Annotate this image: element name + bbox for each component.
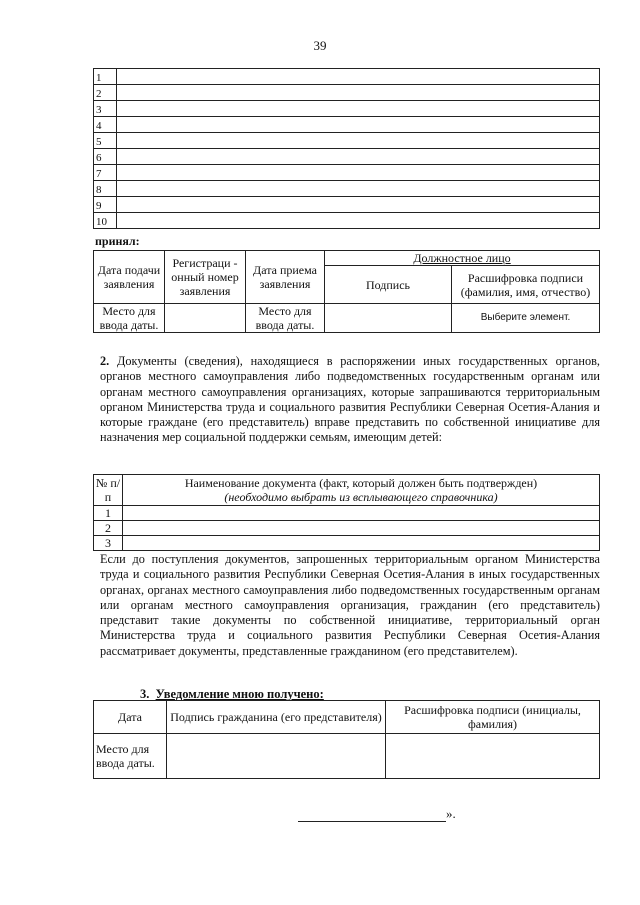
- docs-row: [94, 536, 600, 551]
- numbered-row: [94, 165, 600, 181]
- row-cell[interactable]: [117, 133, 600, 149]
- documents-table: [93, 474, 600, 551]
- numbered-row: [94, 181, 600, 197]
- numbered-row: [94, 213, 600, 229]
- notif-col-decode: Расшифровка подписи (инициалы, фамилия): [386, 701, 600, 734]
- numbered-row: [94, 133, 600, 149]
- row-cell[interactable]: [117, 197, 600, 213]
- numbered-row: [94, 101, 600, 117]
- row-number: 8: [94, 181, 117, 197]
- col-sign-header: Подпись: [325, 266, 452, 304]
- sign-cell[interactable]: [325, 304, 452, 333]
- accepted-label: принял:: [95, 234, 140, 248]
- docs-row-cell[interactable]: [123, 506, 600, 521]
- numbered-row: [94, 197, 600, 213]
- row-cell[interactable]: [117, 181, 600, 197]
- row-cell[interactable]: [117, 85, 600, 101]
- notification-table: [93, 700, 600, 779]
- notif-date-input[interactable]: Место для ввода даты.: [94, 734, 167, 779]
- notif-col-sign: Подпись гражданина (его представителя): [167, 701, 386, 734]
- row-cell[interactable]: [117, 69, 600, 85]
- docs-row: [94, 506, 600, 521]
- section-2-number: 2.: [100, 354, 110, 368]
- receipt-table: [93, 250, 600, 333]
- section-2: [100, 354, 600, 446]
- section-3-number: 3.: [140, 687, 150, 701]
- row-number: 1: [94, 69, 117, 85]
- row-cell[interactable]: [117, 149, 600, 165]
- row-number: 3: [94, 101, 117, 117]
- row-cell[interactable]: [117, 165, 600, 181]
- numbered-table: [93, 68, 600, 229]
- numbered-row: [94, 85, 600, 101]
- docs-row-number: 2: [94, 521, 123, 536]
- footer-underline: [298, 809, 446, 822]
- row-number: 2: [94, 85, 117, 101]
- official-select[interactable]: Выберите элемент.: [452, 304, 600, 333]
- col-recv-header: Дата приема заявления: [246, 251, 325, 304]
- docs-col-num: № п/п: [94, 475, 123, 506]
- row-number: 5: [94, 133, 117, 149]
- row-cell[interactable]: [117, 101, 600, 117]
- notif-col-date: Дата: [94, 701, 167, 734]
- col-official-header: Должностное лицо: [325, 251, 600, 266]
- docs-row-number: 1: [94, 506, 123, 521]
- col-reg-header: Регистраци - онный номер заявления: [165, 251, 246, 304]
- page-number: 39: [313, 38, 327, 53]
- footer-line: [298, 806, 456, 822]
- section-2-text: Документы (сведения), находящиеся в распоряжении иных государственных органов, органов местного самоуправления либо подведомственных государственным органам или органам местного самоуправления организациях, которые запрашиваются территориальным органом Министерства труда и социального развития Республики Северная Осетия-Алания и которые граждане (его представитель) вправе представить по собственной инициативе для назначения мер социальной поддержки семьям, имеющим детей:: [100, 354, 600, 445]
- section-if-text: Если до поступления документов, запрошенных территориальным органом Министерства труда и социального развития Республики Северная Осетия-Алания в иных государственных органах, органах местного самоуправления либо подведомственных государственным органам или органам местного самоуправления организация, гражданин (его представитель) представит такие документы по собственной инициативе, территориальный орган Министерства труда и социального развития Республики Северная Осетия-Алания рассматривает документы, представленные гражданином (его представителем).: [100, 552, 600, 658]
- docs-row-cell[interactable]: [123, 521, 600, 536]
- section-3-title: Уведомление мною получено:: [155, 687, 324, 701]
- docs-col-name: [123, 475, 600, 506]
- col-date-header: Дата подачи заявления: [94, 251, 165, 304]
- row-number: 9: [94, 197, 117, 213]
- row-number: 4: [94, 117, 117, 133]
- docs-row-number: 3: [94, 536, 123, 551]
- row-cell[interactable]: [117, 117, 600, 133]
- docs-col-name-note: (необходимо выбрать из всплывающего справочника): [224, 490, 498, 504]
- docs-row-cell[interactable]: [123, 536, 600, 551]
- row-cell[interactable]: [117, 213, 600, 229]
- row-number: 10: [94, 213, 117, 229]
- recv-date-input[interactable]: Место для ввода даты.: [246, 304, 325, 333]
- docs-col-name-title: Наименование документа (факт, который должен быть подтвержден): [184, 476, 538, 490]
- numbered-row: [94, 117, 600, 133]
- reg-number-cell[interactable]: [165, 304, 246, 333]
- date-input[interactable]: Место для ввода даты.: [94, 304, 165, 333]
- numbered-row: [94, 149, 600, 165]
- docs-row: [94, 521, 600, 536]
- numbered-row: [94, 69, 600, 85]
- footer-tail: ».: [446, 806, 456, 821]
- row-number: 7: [94, 165, 117, 181]
- notif-sign-cell[interactable]: [167, 734, 386, 779]
- notif-decode-cell[interactable]: [386, 734, 600, 779]
- col-decode-header: Расшифровка подписи (фамилия, имя, отчество): [452, 266, 600, 304]
- row-number: 6: [94, 149, 117, 165]
